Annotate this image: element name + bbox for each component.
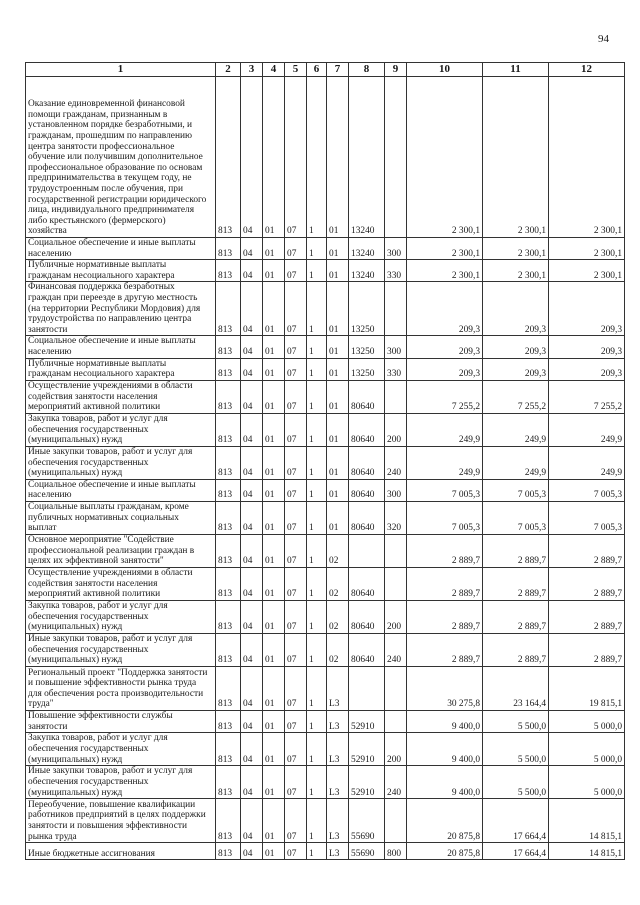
code-cell: 320	[385, 501, 407, 534]
code-cell: 01	[263, 733, 285, 766]
code-cell: 813	[216, 843, 241, 860]
table-row	[26, 733, 625, 766]
row-name-cell: Повышение эффективности службы занятости	[26, 710, 216, 732]
code-cell: 02	[327, 567, 349, 600]
table-row	[26, 633, 625, 666]
value-cell: 209,3	[407, 282, 483, 336]
value-cell: 2 889,7	[483, 600, 549, 633]
value-cell: 7 005,3	[549, 479, 625, 501]
code-cell: 07	[285, 534, 307, 567]
code-cell: 13250	[349, 358, 385, 380]
code-cell: 1	[307, 766, 327, 799]
code-cell: 07	[285, 799, 307, 843]
code-cell: 04	[241, 282, 263, 336]
code-cell	[385, 567, 407, 600]
code-cell: 813	[216, 766, 241, 799]
code-cell: 07	[285, 77, 307, 238]
row-name-cell: Социальное обеспечение и иные выплаты населению	[26, 238, 216, 260]
code-cell: 04	[241, 358, 263, 380]
code-cell: 813	[216, 600, 241, 633]
row-name-cell: Закупка товаров, работ и услуг для обеспечения государственных (муниципальных) нужд	[26, 600, 216, 633]
value-cell: 5 000,0	[549, 733, 625, 766]
table-row	[26, 358, 625, 380]
row-name-cell: Социальные выплаты гражданам, кроме публичных нормативных социальных выплат	[26, 501, 216, 534]
table-row	[26, 501, 625, 534]
code-cell	[349, 534, 385, 567]
code-cell: 01	[327, 238, 349, 260]
value-cell: 249,9	[483, 446, 549, 479]
code-cell: 02	[327, 534, 349, 567]
code-cell: 813	[216, 380, 241, 413]
code-cell: 01	[327, 282, 349, 336]
value-cell: 2 300,1	[549, 238, 625, 260]
table-row	[26, 567, 625, 600]
code-cell: 200	[385, 413, 407, 446]
row-name-cell: Закупка товаров, работ и услуг для обеспечения государственных (муниципальных) нужд	[26, 733, 216, 766]
code-cell: 813	[216, 413, 241, 446]
row-name-cell: Иные бюджетные ассигнования	[26, 843, 216, 860]
code-cell: 01	[263, 567, 285, 600]
code-cell	[385, 799, 407, 843]
code-cell: 07	[285, 358, 307, 380]
row-name-cell: Иные закупки товаров, работ и услуг для обеспечения государственных (муниципальных) нужд	[26, 446, 216, 479]
code-cell: 1	[307, 633, 327, 666]
code-cell: 13240	[349, 77, 385, 238]
code-cell: 07	[285, 710, 307, 732]
code-cell: 01	[263, 336, 285, 358]
code-cell: 01	[263, 238, 285, 260]
code-cell: 80640	[349, 446, 385, 479]
value-cell: 17 664,4	[483, 799, 549, 843]
code-cell: 1	[307, 501, 327, 534]
header-cell: 12	[549, 63, 625, 77]
code-cell: 01	[327, 446, 349, 479]
value-cell: 2 889,7	[483, 534, 549, 567]
code-cell: 01	[263, 479, 285, 501]
code-cell: 07	[285, 766, 307, 799]
code-cell: 55690	[349, 843, 385, 860]
value-cell: 209,3	[483, 336, 549, 358]
value-cell: 2 889,7	[407, 600, 483, 633]
row-name-cell: Осуществление учреждениями в области содействия занятости населения мероприятий активной политики	[26, 567, 216, 600]
code-cell: 80640	[349, 600, 385, 633]
code-cell: 80640	[349, 633, 385, 666]
value-cell: 2 889,7	[549, 567, 625, 600]
code-cell: 330	[385, 358, 407, 380]
code-cell: 1	[307, 77, 327, 238]
table-row	[26, 77, 625, 238]
code-cell: 300	[385, 336, 407, 358]
code-cell: 01	[263, 666, 285, 710]
row-name-cell: Закупка товаров, работ и услуг для обеспечения государственных (муниципальных) нужд	[26, 413, 216, 446]
code-cell: 1	[307, 534, 327, 567]
code-cell: 300	[385, 479, 407, 501]
code-cell: 1	[307, 733, 327, 766]
code-cell: L3	[327, 843, 349, 860]
code-cell: 07	[285, 479, 307, 501]
code-cell	[385, 77, 407, 238]
code-cell: 52910	[349, 766, 385, 799]
value-cell: 5 500,0	[483, 733, 549, 766]
code-cell: 813	[216, 77, 241, 238]
header-cell: 4	[263, 63, 285, 77]
code-cell: 07	[285, 282, 307, 336]
table-row	[26, 766, 625, 799]
code-cell: 01	[327, 77, 349, 238]
code-cell: L3	[327, 710, 349, 732]
code-cell: 13250	[349, 282, 385, 336]
code-cell: 813	[216, 238, 241, 260]
code-cell: 80640	[349, 380, 385, 413]
code-cell: 1	[307, 413, 327, 446]
table-row	[26, 380, 625, 413]
code-cell: 02	[327, 600, 349, 633]
code-cell: 1	[307, 282, 327, 336]
value-cell: 14 815,1	[549, 843, 625, 860]
code-cell: 1	[307, 380, 327, 413]
value-cell: 2 889,7	[549, 633, 625, 666]
code-cell: 07	[285, 260, 307, 282]
code-cell: 800	[385, 843, 407, 860]
header-cell: 3	[241, 63, 263, 77]
code-cell: 01	[263, 446, 285, 479]
code-cell: 04	[241, 238, 263, 260]
budget-table	[25, 62, 625, 860]
value-cell: 209,3	[549, 358, 625, 380]
value-cell: 17 664,4	[483, 843, 549, 860]
code-cell: 1	[307, 336, 327, 358]
row-name-cell: Социальное обеспечение и иные выплаты населению	[26, 336, 216, 358]
table-row	[26, 413, 625, 446]
page-number: 94	[598, 33, 609, 45]
code-cell: 1	[307, 843, 327, 860]
value-cell: 20 875,8	[407, 843, 483, 860]
code-cell: 02	[327, 633, 349, 666]
code-cell: 07	[285, 600, 307, 633]
code-cell: 1	[307, 799, 327, 843]
table-row	[26, 600, 625, 633]
code-cell: 240	[385, 766, 407, 799]
code-cell: 813	[216, 336, 241, 358]
code-cell: 04	[241, 843, 263, 860]
code-cell: 813	[216, 260, 241, 282]
value-cell: 30 275,8	[407, 666, 483, 710]
code-cell: 04	[241, 336, 263, 358]
code-cell: 80640	[349, 501, 385, 534]
code-cell: 01	[263, 710, 285, 732]
value-cell: 2 300,1	[407, 260, 483, 282]
code-cell: 813	[216, 799, 241, 843]
table-row	[26, 446, 625, 479]
code-cell: L3	[327, 733, 349, 766]
code-cell: 01	[263, 766, 285, 799]
header-cell: 2	[216, 63, 241, 77]
code-cell: 1	[307, 567, 327, 600]
code-cell	[385, 666, 407, 710]
code-cell: 01	[327, 501, 349, 534]
value-cell: 209,3	[407, 358, 483, 380]
code-cell: 813	[216, 733, 241, 766]
table-row	[26, 799, 625, 843]
code-cell: 07	[285, 567, 307, 600]
code-cell: 01	[263, 413, 285, 446]
header-cell: 6	[307, 63, 327, 77]
value-cell: 2 889,7	[549, 534, 625, 567]
code-cell: 13240	[349, 238, 385, 260]
table-row	[26, 282, 625, 336]
value-cell: 14 815,1	[549, 799, 625, 843]
row-name-cell: Публичные нормативные выплаты гражданам несоциального характера	[26, 358, 216, 380]
value-cell: 5 500,0	[483, 766, 549, 799]
code-cell: 01	[263, 633, 285, 666]
code-cell: 1	[307, 666, 327, 710]
code-cell: 04	[241, 733, 263, 766]
code-cell	[385, 534, 407, 567]
code-cell: 1	[307, 446, 327, 479]
value-cell: 2 889,7	[483, 567, 549, 600]
row-name-cell: Региональный проект "Поддержка занятости и повышение эффективности рынка труда для обеспечения роста производительности труда"	[26, 666, 216, 710]
code-cell: 1	[307, 238, 327, 260]
value-cell: 9 400,0	[407, 766, 483, 799]
table-row	[26, 479, 625, 501]
code-cell: 52910	[349, 733, 385, 766]
row-name-cell: Иные закупки товаров, работ и услуг для обеспечения государственных (муниципальных) нужд	[26, 766, 216, 799]
code-cell: 01	[263, 799, 285, 843]
code-cell: 04	[241, 77, 263, 238]
code-cell: 1	[307, 260, 327, 282]
table-row	[26, 260, 625, 282]
code-cell: 01	[327, 336, 349, 358]
value-cell: 2 889,7	[407, 534, 483, 567]
value-cell: 5 000,0	[549, 710, 625, 732]
code-cell: 07	[285, 633, 307, 666]
code-cell: 01	[327, 413, 349, 446]
code-cell: 07	[285, 666, 307, 710]
value-cell: 5 500,0	[483, 710, 549, 732]
code-cell	[385, 710, 407, 732]
row-name-cell: Иные закупки товаров, работ и услуг для обеспечения государственных (муниципальных) нужд	[26, 633, 216, 666]
code-cell: 813	[216, 446, 241, 479]
code-cell: 13240	[349, 260, 385, 282]
code-cell: 07	[285, 238, 307, 260]
table-body	[26, 77, 625, 860]
value-cell: 5 000,0	[549, 766, 625, 799]
value-cell: 7 005,3	[407, 501, 483, 534]
code-cell: 04	[241, 666, 263, 710]
value-cell: 2 300,1	[483, 238, 549, 260]
code-cell: 07	[285, 380, 307, 413]
row-name-cell: Переобучение, повышение квалификации работников предприятий в целях поддержки занятости и повышения эффективности рынка труда	[26, 799, 216, 843]
value-cell: 7 005,3	[483, 501, 549, 534]
value-cell: 249,9	[483, 413, 549, 446]
code-cell: 04	[241, 413, 263, 446]
code-cell: 04	[241, 479, 263, 501]
code-cell	[385, 380, 407, 413]
value-cell: 2 300,1	[407, 77, 483, 238]
value-cell: 209,3	[549, 282, 625, 336]
value-cell: 7 005,3	[549, 501, 625, 534]
value-cell: 7 005,3	[483, 479, 549, 501]
code-cell: 01	[263, 534, 285, 567]
value-cell: 7 255,2	[407, 380, 483, 413]
code-cell: 04	[241, 380, 263, 413]
code-cell	[349, 666, 385, 710]
row-name-cell: Основное мероприятие "Содействие профессиональной реализации граждан в целях их эффективной занятости"	[26, 534, 216, 567]
code-cell: 813	[216, 666, 241, 710]
code-cell: 01	[263, 282, 285, 336]
code-cell: L3	[327, 666, 349, 710]
table-row	[26, 238, 625, 260]
code-cell: 813	[216, 358, 241, 380]
code-cell: 240	[385, 633, 407, 666]
code-cell: 01	[327, 358, 349, 380]
code-cell: 80640	[349, 479, 385, 501]
code-cell: 04	[241, 710, 263, 732]
code-cell: 80640	[349, 413, 385, 446]
code-cell: 200	[385, 733, 407, 766]
value-cell: 2 300,1	[549, 77, 625, 238]
code-cell: 55690	[349, 799, 385, 843]
code-cell: 13250	[349, 336, 385, 358]
code-cell: 01	[327, 260, 349, 282]
value-cell: 2 889,7	[549, 600, 625, 633]
table-row	[26, 534, 625, 567]
code-cell: 330	[385, 260, 407, 282]
code-cell: 813	[216, 479, 241, 501]
table-row	[26, 666, 625, 710]
code-cell: 01	[327, 380, 349, 413]
value-cell: 2 300,1	[407, 238, 483, 260]
code-cell	[385, 282, 407, 336]
row-name-cell: Финансовая поддержка безработных граждан при переезде в другую местность (на территории Республики Мордовия) для трудоустройства по направлению центра занятости	[26, 282, 216, 336]
code-cell: 813	[216, 534, 241, 567]
code-cell: 240	[385, 446, 407, 479]
header-cell: 8	[349, 63, 385, 77]
value-cell: 209,3	[407, 336, 483, 358]
table-row	[26, 336, 625, 358]
row-name-cell: Оказание единовременной финансовой помощи гражданам, признанным в установленном порядке безработными, и гражданам, прошедшим по направлению центра занятости профессиональное обучение или получившим дополнительное профессиональное образование по основам предпринимательства в текущем году, не трудоустроенным после обучения, при государственной регистрации юридического лица, индивидуального предпринимателя либо крестьянского (фермерского) хозяйства	[26, 77, 216, 238]
value-cell: 9 400,0	[407, 710, 483, 732]
code-cell: 04	[241, 501, 263, 534]
code-cell: 01	[263, 843, 285, 860]
code-cell: 80640	[349, 567, 385, 600]
code-cell: 01	[263, 600, 285, 633]
code-cell: 01	[263, 380, 285, 413]
value-cell: 2 300,1	[483, 77, 549, 238]
code-cell: 200	[385, 600, 407, 633]
code-cell: 04	[241, 633, 263, 666]
value-cell: 23 164,4	[483, 666, 549, 710]
header-cell: 1	[26, 63, 216, 77]
header-cell: 5	[285, 63, 307, 77]
header-cell: 9	[385, 63, 407, 77]
value-cell: 249,9	[407, 446, 483, 479]
code-cell: 01	[327, 479, 349, 501]
value-cell: 2 889,7	[407, 633, 483, 666]
header-cell: 10	[407, 63, 483, 77]
value-cell: 249,9	[549, 446, 625, 479]
row-name-cell: Осуществление учреждениями в области содействия занятости населения мероприятий активной политики	[26, 380, 216, 413]
value-cell: 19 815,1	[549, 666, 625, 710]
code-cell: 1	[307, 600, 327, 633]
value-cell: 7 255,2	[483, 380, 549, 413]
value-cell: 249,9	[407, 413, 483, 446]
code-cell: 300	[385, 238, 407, 260]
value-cell: 209,3	[483, 358, 549, 380]
table-row	[26, 843, 625, 860]
code-cell: 01	[263, 358, 285, 380]
value-cell: 9 400,0	[407, 733, 483, 766]
value-cell: 209,3	[483, 282, 549, 336]
code-cell: 07	[285, 413, 307, 446]
value-cell: 2 300,1	[549, 260, 625, 282]
code-cell: 04	[241, 766, 263, 799]
code-cell: 04	[241, 799, 263, 843]
header-cell: 7	[327, 63, 349, 77]
value-cell: 7 005,3	[407, 479, 483, 501]
table-row	[26, 710, 625, 732]
value-cell: 7 255,2	[549, 380, 625, 413]
code-cell: 04	[241, 600, 263, 633]
code-cell: 07	[285, 843, 307, 860]
code-cell: 1	[307, 710, 327, 732]
code-cell: 813	[216, 282, 241, 336]
row-name-cell: Публичные нормативные выплаты гражданам несоциального характера	[26, 260, 216, 282]
code-cell: 07	[285, 336, 307, 358]
header-row	[26, 63, 625, 77]
code-cell: 813	[216, 633, 241, 666]
code-cell: 01	[263, 501, 285, 534]
value-cell: 20 875,8	[407, 799, 483, 843]
code-cell: L3	[327, 799, 349, 843]
code-cell: 04	[241, 567, 263, 600]
code-cell: 1	[307, 358, 327, 380]
code-cell: 01	[263, 77, 285, 238]
code-cell: 04	[241, 446, 263, 479]
value-cell: 209,3	[549, 336, 625, 358]
code-cell: 04	[241, 260, 263, 282]
code-cell: 1	[307, 479, 327, 501]
code-cell: 813	[216, 501, 241, 534]
code-cell: 01	[263, 260, 285, 282]
code-cell: 813	[216, 710, 241, 732]
row-name-cell: Социальное обеспечение и иные выплаты населению	[26, 479, 216, 501]
code-cell: 04	[241, 534, 263, 567]
code-cell: 07	[285, 733, 307, 766]
code-cell: 813	[216, 567, 241, 600]
code-cell: L3	[327, 766, 349, 799]
code-cell: 52910	[349, 710, 385, 732]
value-cell: 249,9	[549, 413, 625, 446]
value-cell: 2 300,1	[483, 260, 549, 282]
value-cell: 2 889,7	[407, 567, 483, 600]
value-cell: 2 889,7	[483, 633, 549, 666]
header-cell: 11	[483, 63, 549, 77]
code-cell: 07	[285, 446, 307, 479]
code-cell: 07	[285, 501, 307, 534]
